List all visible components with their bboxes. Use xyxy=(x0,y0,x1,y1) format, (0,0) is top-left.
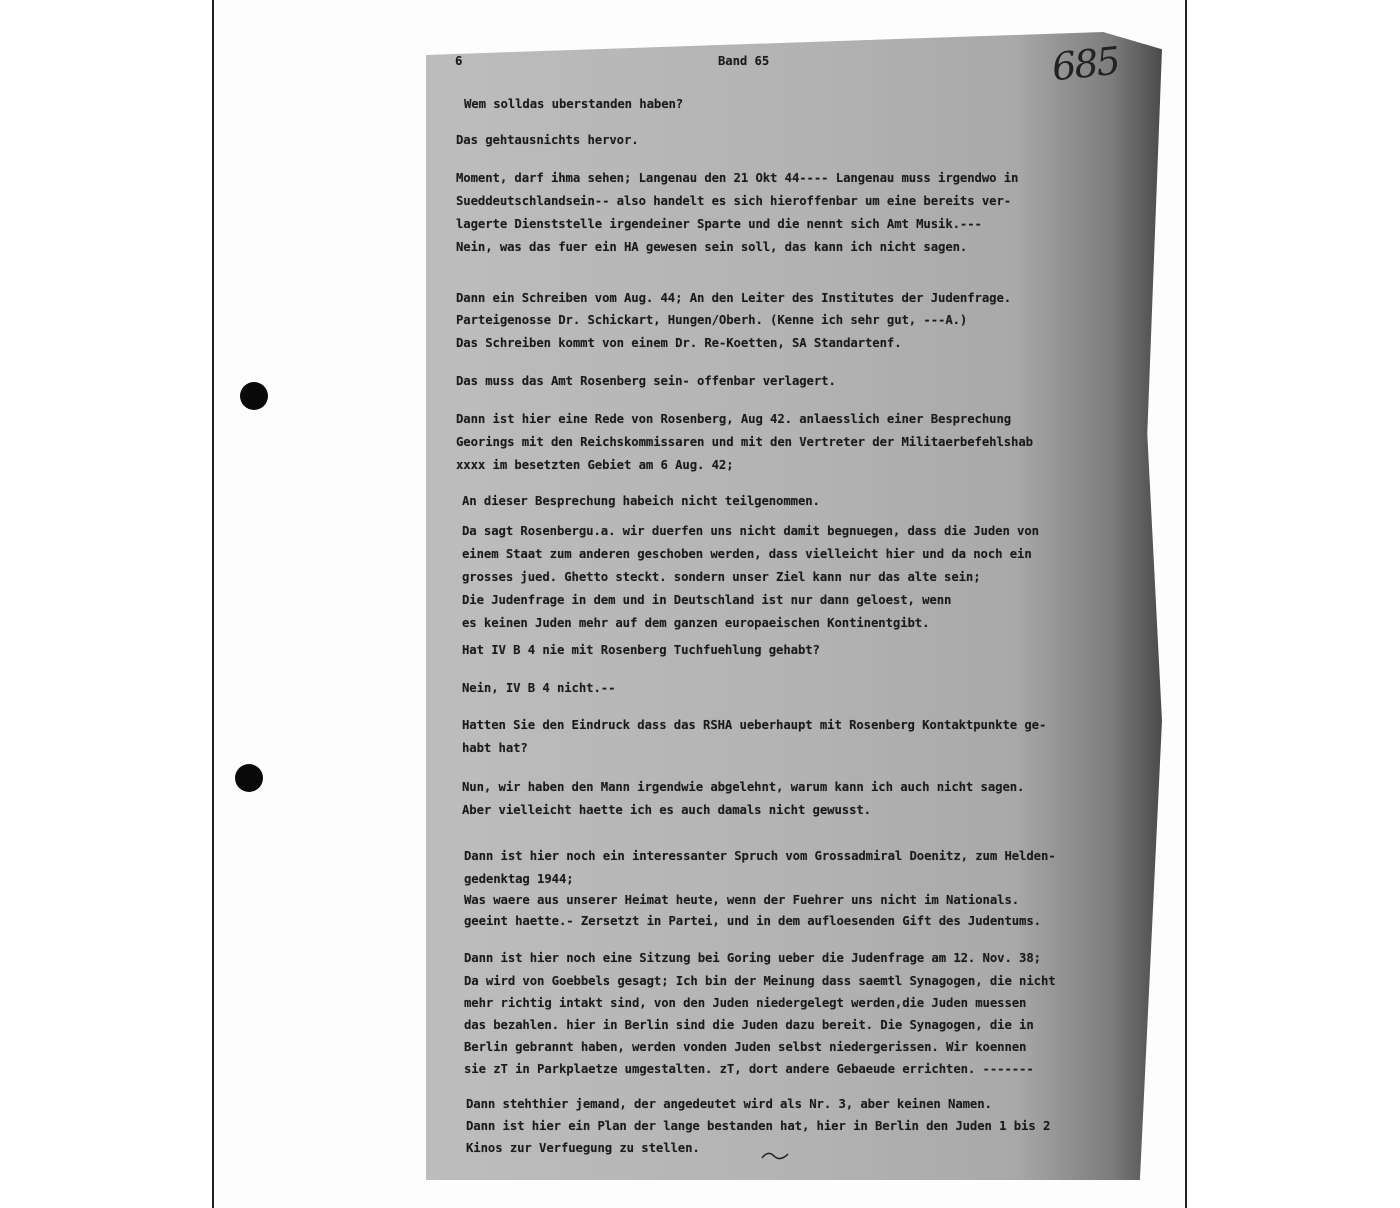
text-line: Dann ist hier ein Plan der lange bestanden hat, hier in Berlin den Juden 1 bis 2 xyxy=(466,1119,1051,1133)
text-line: Sueddeutschlandsein-- also handelt es sich hieroffenbar um eine bereits ver- xyxy=(456,194,1012,208)
text-line: Das gehtausnichts hervor. xyxy=(456,133,639,147)
text-line: Wem solldas uberstanden haben? xyxy=(464,97,684,111)
text-line: geeint haette.- Zersetzt in Partei, und in dem aufloesenden Gift des Judentums. xyxy=(464,914,1041,928)
text-line: habt hat? xyxy=(462,741,528,755)
text-line: lagerte Dienststelle irgendeiner Sparte und die nennt sich Amt Musik.--- xyxy=(456,217,982,231)
page-number: 6 xyxy=(455,54,463,68)
text-line: Berlin gebrannt haben, werden vonden Juden selbst niedergerissen. Wir koennen xyxy=(464,1040,1027,1054)
text-line: das bezahlen. hier in Berlin sind die Juden dazu bereit. Die Synagogen, die in xyxy=(464,1018,1034,1032)
text-line: Moment, darf ihma sehen; Langenau den 21 Okt 44---- Langenau muss irgendwo in xyxy=(456,171,1019,185)
text-line: Nein, was das fuer ein HA gewesen sein soll, das kann ich nicht sagen. xyxy=(456,240,968,254)
scan-edge-right xyxy=(1185,0,1187,1208)
text-line: Was waere aus unserer Heimat heute, wenn der Fuehrer uns nicht im Nationals. xyxy=(464,893,1020,907)
text-line: Dann ist hier noch ein interessanter Spruch vom Grossadmiral Doenitz, zum Helden- xyxy=(464,849,1056,863)
volume-label: Band 65 xyxy=(718,54,770,68)
text-line: einem Staat zum anderen geschoben werden, dass vielleicht hier und da noch ein xyxy=(462,547,1032,561)
text-line: Da wird von Goebbels gesagt; Ich bin der Meinung dass saemtl Synagogen, die nicht xyxy=(464,974,1056,988)
text-line: xxxx im besetzten Gebiet am 6 Aug. 42; xyxy=(456,458,734,472)
text-line: grosses jued. Ghetto steckt. sondern unser Ziel kann nur das alte sein; xyxy=(462,570,981,584)
text-line: An dieser Besprechung habeich nicht teilgenommen. xyxy=(462,494,820,508)
text-line: Die Judenfrage in dem und in Deutschland ist nur dann geloest, wenn xyxy=(462,593,952,607)
text-line: es keinen Juden mehr auf dem ganzen europaeischen Kontinentgibt. xyxy=(462,616,930,630)
text-line: Dann ist hier eine Rede von Rosenberg, Aug 42. anlaesslich einer Besprechung xyxy=(456,412,1012,426)
text-line: Aber vielleicht haette ich es auch damals nicht gewusst. xyxy=(462,803,871,817)
punch-hole-top xyxy=(240,382,268,410)
text-line: sie zT in Parkplaetze umgestalten. zT, dort andere Gebaeude errichten. ------- xyxy=(464,1062,1034,1076)
text-line: Parteigenosse Dr. Schickart, Hungen/Oberh. (Kenne ich sehr gut, ---A.) xyxy=(456,313,968,327)
text-line: Hat IV B 4 nie mit Rosenberg Tuchfuehlung gehabt? xyxy=(462,643,820,657)
text-line: mehr richtig intakt sind, von den Juden niedergelegt werden,die Juden muessen xyxy=(464,996,1027,1010)
text-line: gedenktag 1944; xyxy=(464,872,574,886)
text-line: Dann ein Schreiben vom Aug. 44; An den Leiter des Institutes der Judenfrage. xyxy=(456,291,1012,305)
text-line: Da sagt Rosenbergu.a. wir duerfen uns nicht damit begnuegen, dass die Juden von xyxy=(462,524,1039,538)
text-line: Kinos zur Verfuegung zu stellen. xyxy=(466,1141,700,1155)
text-line: Nein, IV B 4 nicht.-- xyxy=(462,681,616,695)
text-line: Hatten Sie den Eindruck dass das RSHA ueberhaupt mit Rosenberg Kontaktpunkte ge- xyxy=(462,718,1047,732)
text-line: Nun, wir haben den Mann irgendwie abgelehnt, warum kann ich auch nicht sagen. xyxy=(462,780,1025,794)
handwritten-folio-number: 685 xyxy=(1049,38,1121,90)
text-line: Das Schreiben kommt von einem Dr. Re-Koetten, SA Standartenf. xyxy=(456,336,902,350)
text-line: Das muss das Amt Rosenberg sein- offenbar verlagert. xyxy=(456,374,836,388)
text-line: Dann stehthier jemand, der angedeutet wird als Nr. 3, aber keinen Namen. xyxy=(466,1097,992,1111)
pen-mark xyxy=(760,1148,790,1162)
text-line: Dann ist hier noch eine Sitzung bei Goring ueber die Judenfrage am 12. Nov. 38; xyxy=(464,951,1041,965)
punch-hole-bottom xyxy=(235,764,263,792)
text-line: Georings mit den Reichskommissaren und mit den Vertreter der Militaerbefehlshab xyxy=(456,435,1033,449)
